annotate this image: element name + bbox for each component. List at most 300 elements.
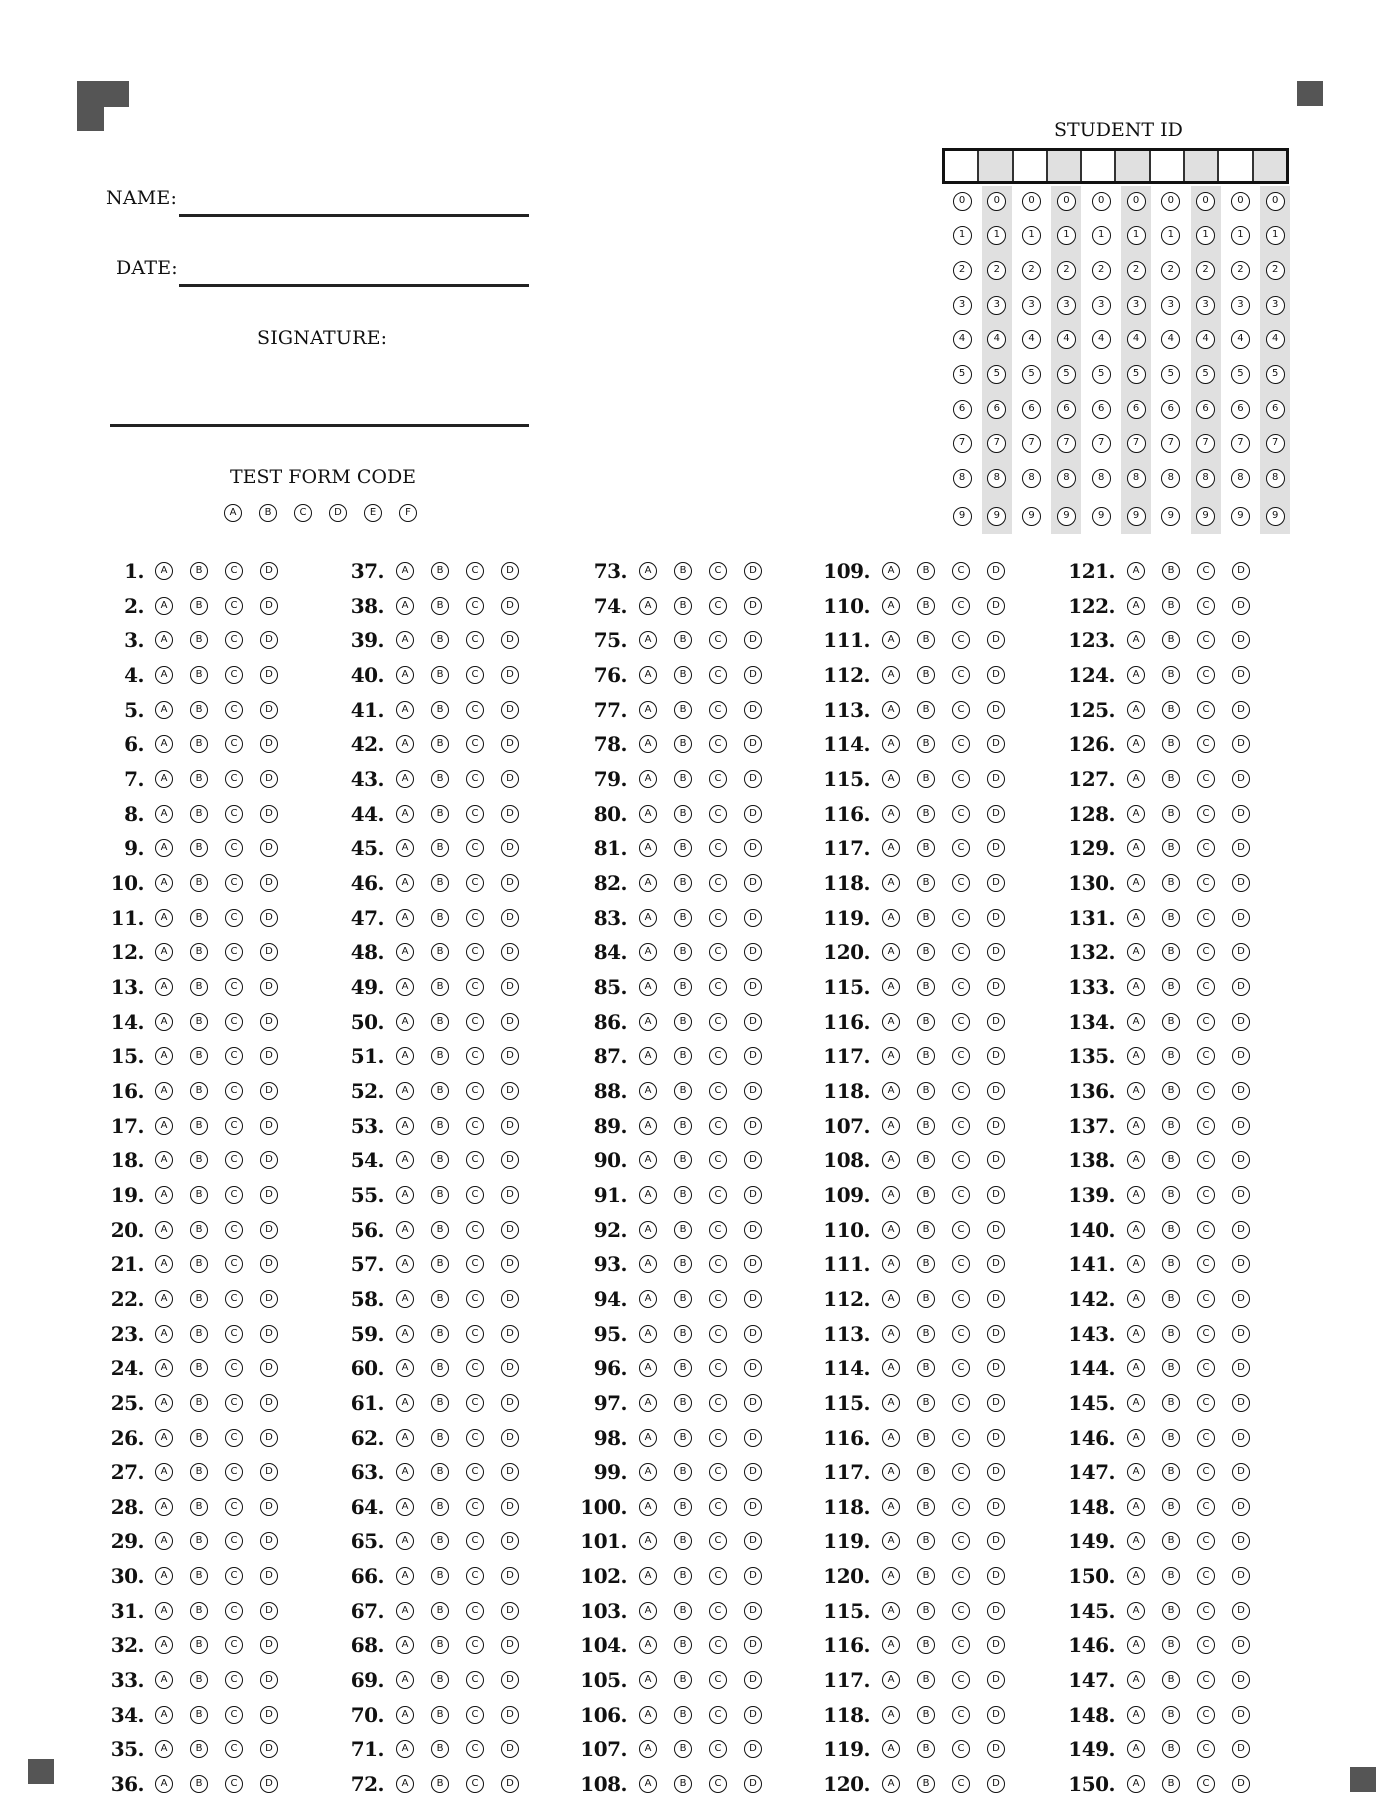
student-id-bubble[interactable]: 2 bbox=[953, 261, 972, 280]
answer-bubble-c[interactable]: C bbox=[952, 735, 970, 753]
answer-bubble-d[interactable]: D bbox=[501, 1221, 519, 1239]
answer-bubble-d[interactable]: D bbox=[744, 909, 762, 927]
answer-bubble-b[interactable]: B bbox=[190, 1186, 208, 1204]
answer-bubble-b[interactable]: B bbox=[917, 597, 935, 615]
student-id-bubble[interactable]: 4 bbox=[1022, 330, 1041, 349]
answer-bubble-b[interactable]: B bbox=[190, 1117, 208, 1135]
answer-bubble-a[interactable]: A bbox=[882, 597, 900, 615]
answer-bubble-d[interactable]: D bbox=[987, 1429, 1005, 1447]
student-id-bubble[interactable]: 7 bbox=[953, 434, 972, 453]
answer-bubble-d[interactable]: D bbox=[501, 1567, 519, 1585]
answer-bubble-b[interactable]: B bbox=[190, 1498, 208, 1516]
answer-bubble-a[interactable]: A bbox=[882, 1532, 900, 1550]
answer-bubble-a[interactable]: A bbox=[639, 1532, 657, 1550]
answer-bubble-d[interactable]: D bbox=[1232, 909, 1250, 927]
student-id-bubble[interactable]: 9 bbox=[1196, 507, 1215, 526]
answer-bubble-d[interactable]: D bbox=[260, 1151, 278, 1169]
answer-bubble-a[interactable]: A bbox=[1127, 1429, 1145, 1447]
answer-bubble-d[interactable]: D bbox=[744, 701, 762, 719]
answer-bubble-a[interactable]: A bbox=[639, 1082, 657, 1100]
answer-bubble-d[interactable]: D bbox=[1232, 839, 1250, 857]
answer-bubble-b[interactable]: B bbox=[674, 1255, 692, 1273]
answer-bubble-b[interactable]: B bbox=[1162, 631, 1180, 649]
answer-bubble-b[interactable]: B bbox=[431, 1221, 449, 1239]
answer-bubble-a[interactable]: A bbox=[1127, 735, 1145, 753]
answer-bubble-d[interactable]: D bbox=[501, 874, 519, 892]
answer-bubble-a[interactable]: A bbox=[155, 909, 173, 927]
student-id-bubble[interactable]: 5 bbox=[953, 365, 972, 384]
answer-bubble-a[interactable]: A bbox=[639, 909, 657, 927]
answer-bubble-a[interactable]: A bbox=[396, 631, 414, 649]
student-id-bubble[interactable]: 4 bbox=[1196, 330, 1215, 349]
answer-bubble-c[interactable]: C bbox=[709, 1498, 727, 1516]
answer-bubble-a[interactable]: A bbox=[639, 1290, 657, 1308]
student-id-bubble[interactable]: 8 bbox=[1196, 469, 1215, 488]
answer-bubble-c[interactable]: C bbox=[709, 1325, 727, 1343]
answer-bubble-b[interactable]: B bbox=[431, 1082, 449, 1100]
test-form-code-bubble-f[interactable]: F bbox=[399, 504, 417, 522]
answer-bubble-b[interactable]: B bbox=[190, 1706, 208, 1724]
answer-bubble-b[interactable]: B bbox=[1162, 1082, 1180, 1100]
answer-bubble-a[interactable]: A bbox=[396, 1532, 414, 1550]
answer-bubble-b[interactable]: B bbox=[1162, 1567, 1180, 1585]
student-id-bubble[interactable]: 3 bbox=[1196, 296, 1215, 315]
answer-bubble-c[interactable]: C bbox=[1197, 1706, 1215, 1724]
answer-bubble-d[interactable]: D bbox=[744, 562, 762, 580]
answer-bubble-c[interactable]: C bbox=[466, 1359, 484, 1377]
answer-bubble-a[interactable]: A bbox=[882, 701, 900, 719]
answer-bubble-a[interactable]: A bbox=[155, 978, 173, 996]
answer-bubble-d[interactable]: D bbox=[501, 1532, 519, 1550]
answer-bubble-a[interactable]: A bbox=[1127, 978, 1145, 996]
answer-bubble-a[interactable]: A bbox=[1127, 1047, 1145, 1065]
answer-bubble-c[interactable]: C bbox=[709, 1775, 727, 1793]
answer-bubble-a[interactable]: A bbox=[639, 1255, 657, 1273]
student-id-bubble[interactable]: 7 bbox=[1127, 434, 1146, 453]
answer-bubble-a[interactable]: A bbox=[1127, 1567, 1145, 1585]
student-id-bubble[interactable]: 3 bbox=[1022, 296, 1041, 315]
student-id-digit-box[interactable] bbox=[945, 151, 979, 181]
answer-bubble-d[interactable]: D bbox=[1232, 597, 1250, 615]
student-id-bubble[interactable]: 7 bbox=[987, 434, 1006, 453]
student-id-bubble[interactable]: 4 bbox=[1231, 330, 1250, 349]
answer-bubble-b[interactable]: B bbox=[674, 1221, 692, 1239]
student-id-bubble[interactable]: 0 bbox=[1022, 192, 1041, 211]
answer-bubble-b[interactable]: B bbox=[1162, 1047, 1180, 1065]
answer-bubble-c[interactable]: C bbox=[709, 1602, 727, 1620]
answer-bubble-b[interactable]: B bbox=[431, 735, 449, 753]
answer-bubble-c[interactable]: C bbox=[1197, 909, 1215, 927]
student-id-bubble[interactable]: 2 bbox=[1127, 261, 1146, 280]
answer-bubble-b[interactable]: B bbox=[1162, 943, 1180, 961]
answer-bubble-c[interactable]: C bbox=[952, 1567, 970, 1585]
answer-bubble-b[interactable]: B bbox=[917, 1047, 935, 1065]
answer-bubble-a[interactable]: A bbox=[639, 735, 657, 753]
answer-bubble-b[interactable]: B bbox=[674, 1117, 692, 1135]
student-id-bubble[interactable]: 1 bbox=[1057, 226, 1076, 245]
answer-bubble-a[interactable]: A bbox=[155, 943, 173, 961]
answer-bubble-c[interactable]: C bbox=[952, 1186, 970, 1204]
answer-bubble-c[interactable]: C bbox=[709, 770, 727, 788]
answer-bubble-c[interactable]: C bbox=[709, 1429, 727, 1447]
answer-bubble-b[interactable]: B bbox=[917, 631, 935, 649]
answer-bubble-c[interactable]: C bbox=[466, 1047, 484, 1065]
student-id-bubble[interactable]: 4 bbox=[1266, 330, 1285, 349]
answer-bubble-c[interactable]: C bbox=[709, 1567, 727, 1585]
answer-bubble-c[interactable]: C bbox=[466, 1532, 484, 1550]
answer-bubble-a[interactable]: A bbox=[639, 631, 657, 649]
answer-bubble-a[interactable]: A bbox=[155, 1429, 173, 1447]
answer-bubble-d[interactable]: D bbox=[501, 943, 519, 961]
answer-bubble-d[interactable]: D bbox=[744, 1775, 762, 1793]
student-id-bubble[interactable]: 8 bbox=[1231, 469, 1250, 488]
answer-bubble-b[interactable]: B bbox=[190, 1325, 208, 1343]
answer-bubble-a[interactable]: A bbox=[639, 1602, 657, 1620]
answer-bubble-a[interactable]: A bbox=[882, 909, 900, 927]
answer-bubble-d[interactable]: D bbox=[1232, 1775, 1250, 1793]
answer-bubble-d[interactable]: D bbox=[501, 805, 519, 823]
answer-bubble-c[interactable]: C bbox=[952, 1325, 970, 1343]
answer-bubble-b[interactable]: B bbox=[917, 1567, 935, 1585]
answer-bubble-c[interactable]: C bbox=[466, 1290, 484, 1308]
answer-bubble-c[interactable]: C bbox=[225, 1463, 243, 1481]
answer-bubble-c[interactable]: C bbox=[1197, 1013, 1215, 1031]
answer-bubble-d[interactable]: D bbox=[1232, 666, 1250, 684]
answer-bubble-b[interactable]: B bbox=[917, 1498, 935, 1516]
answer-bubble-d[interactable]: D bbox=[744, 1671, 762, 1689]
answer-bubble-a[interactable]: A bbox=[1127, 1602, 1145, 1620]
answer-bubble-b[interactable]: B bbox=[190, 839, 208, 857]
student-id-bubble[interactable]: 4 bbox=[987, 330, 1006, 349]
answer-bubble-d[interactable]: D bbox=[1232, 1255, 1250, 1273]
answer-bubble-c[interactable]: C bbox=[225, 1429, 243, 1447]
answer-bubble-a[interactable]: A bbox=[1127, 943, 1145, 961]
answer-bubble-b[interactable]: B bbox=[917, 1359, 935, 1377]
test-form-code-bubble-e[interactable]: E bbox=[364, 504, 382, 522]
answer-bubble-d[interactable]: D bbox=[744, 1602, 762, 1620]
student-id-bubble[interactable]: 1 bbox=[1092, 226, 1111, 245]
student-id-bubble[interactable]: 2 bbox=[1231, 261, 1250, 280]
answer-bubble-d[interactable]: D bbox=[744, 666, 762, 684]
answer-bubble-c[interactable]: C bbox=[952, 770, 970, 788]
student-id-bubble[interactable]: 1 bbox=[1022, 226, 1041, 245]
answer-bubble-d[interactable]: D bbox=[1232, 1047, 1250, 1065]
answer-bubble-c[interactable]: C bbox=[466, 1082, 484, 1100]
answer-bubble-a[interactable]: A bbox=[396, 1047, 414, 1065]
answer-bubble-c[interactable]: C bbox=[225, 874, 243, 892]
answer-bubble-b[interactable]: B bbox=[917, 978, 935, 996]
answer-bubble-b[interactable]: B bbox=[190, 631, 208, 649]
student-id-bubble[interactable]: 8 bbox=[1057, 469, 1076, 488]
answer-bubble-b[interactable]: B bbox=[431, 1186, 449, 1204]
answer-bubble-c[interactable]: C bbox=[952, 666, 970, 684]
answer-bubble-a[interactable]: A bbox=[1127, 1013, 1145, 1031]
answer-bubble-a[interactable]: A bbox=[155, 770, 173, 788]
answer-bubble-c[interactable]: C bbox=[466, 1567, 484, 1585]
answer-bubble-d[interactable]: D bbox=[1232, 943, 1250, 961]
answer-bubble-b[interactable]: B bbox=[1162, 1602, 1180, 1620]
student-id-bubble[interactable]: 0 bbox=[953, 192, 972, 211]
answer-bubble-b[interactable]: B bbox=[190, 909, 208, 927]
answer-bubble-b[interactable]: B bbox=[917, 1325, 935, 1343]
answer-bubble-b[interactable]: B bbox=[674, 909, 692, 927]
answer-bubble-a[interactable]: A bbox=[396, 735, 414, 753]
answer-bubble-d[interactable]: D bbox=[987, 1463, 1005, 1481]
answer-bubble-d[interactable]: D bbox=[744, 1532, 762, 1550]
answer-bubble-b[interactable]: B bbox=[674, 1636, 692, 1654]
answer-bubble-b[interactable]: B bbox=[431, 1255, 449, 1273]
answer-bubble-c[interactable]: C bbox=[709, 1359, 727, 1377]
answer-bubble-c[interactable]: C bbox=[952, 1498, 970, 1516]
answer-bubble-c[interactable]: C bbox=[225, 805, 243, 823]
answer-bubble-a[interactable]: A bbox=[882, 1221, 900, 1239]
answer-bubble-b[interactable]: B bbox=[674, 666, 692, 684]
answer-bubble-d[interactable]: D bbox=[744, 735, 762, 753]
answer-bubble-b[interactable]: B bbox=[431, 978, 449, 996]
student-id-bubble[interactable]: 1 bbox=[1127, 226, 1146, 245]
answer-bubble-d[interactable]: D bbox=[501, 1775, 519, 1793]
answer-bubble-d[interactable]: D bbox=[744, 1047, 762, 1065]
answer-bubble-a[interactable]: A bbox=[639, 1013, 657, 1031]
answer-bubble-d[interactable]: D bbox=[987, 1221, 1005, 1239]
answer-bubble-b[interactable]: B bbox=[1162, 839, 1180, 857]
student-id-bubble[interactable]: 3 bbox=[1057, 296, 1076, 315]
answer-bubble-a[interactable]: A bbox=[639, 1567, 657, 1585]
answer-bubble-c[interactable]: C bbox=[225, 1290, 243, 1308]
answer-bubble-a[interactable]: A bbox=[639, 943, 657, 961]
answer-bubble-b[interactable]: B bbox=[917, 1394, 935, 1412]
answer-bubble-d[interactable]: D bbox=[987, 1013, 1005, 1031]
answer-bubble-d[interactable]: D bbox=[260, 735, 278, 753]
answer-bubble-a[interactable]: A bbox=[1127, 1636, 1145, 1654]
answer-bubble-d[interactable]: D bbox=[1232, 562, 1250, 580]
signature-field[interactable] bbox=[110, 424, 529, 427]
answer-bubble-c[interactable]: C bbox=[709, 1636, 727, 1654]
answer-bubble-b[interactable]: B bbox=[431, 666, 449, 684]
answer-bubble-d[interactable]: D bbox=[260, 1221, 278, 1239]
answer-bubble-a[interactable]: A bbox=[396, 805, 414, 823]
answer-bubble-d[interactable]: D bbox=[501, 1602, 519, 1620]
answer-bubble-d[interactable]: D bbox=[744, 1186, 762, 1204]
answer-bubble-c[interactable]: C bbox=[225, 735, 243, 753]
answer-bubble-b[interactable]: B bbox=[917, 701, 935, 719]
answer-bubble-c[interactable]: C bbox=[466, 1186, 484, 1204]
answer-bubble-b[interactable]: B bbox=[431, 1394, 449, 1412]
answer-bubble-a[interactable]: A bbox=[155, 1186, 173, 1204]
answer-bubble-a[interactable]: A bbox=[882, 1186, 900, 1204]
answer-bubble-b[interactable]: B bbox=[674, 1359, 692, 1377]
answer-bubble-b[interactable]: B bbox=[1162, 1740, 1180, 1758]
student-id-bubble[interactable]: 6 bbox=[987, 400, 1006, 419]
answer-bubble-b[interactable]: B bbox=[431, 631, 449, 649]
answer-bubble-a[interactable]: A bbox=[155, 666, 173, 684]
answer-bubble-d[interactable]: D bbox=[744, 1325, 762, 1343]
answer-bubble-a[interactable]: A bbox=[639, 701, 657, 719]
answer-bubble-a[interactable]: A bbox=[396, 1151, 414, 1169]
answer-bubble-c[interactable]: C bbox=[466, 805, 484, 823]
answer-bubble-a[interactable]: A bbox=[639, 839, 657, 857]
answer-bubble-a[interactable]: A bbox=[1127, 770, 1145, 788]
answer-bubble-a[interactable]: A bbox=[1127, 1775, 1145, 1793]
answer-bubble-b[interactable]: B bbox=[917, 1255, 935, 1273]
answer-bubble-a[interactable]: A bbox=[639, 1429, 657, 1447]
answer-bubble-a[interactable]: A bbox=[639, 597, 657, 615]
student-id-bubble[interactable]: 6 bbox=[1161, 400, 1180, 419]
answer-bubble-c[interactable]: C bbox=[709, 874, 727, 892]
answer-bubble-a[interactable]: A bbox=[639, 805, 657, 823]
answer-bubble-b[interactable]: B bbox=[917, 839, 935, 857]
student-id-bubble[interactable]: 8 bbox=[1161, 469, 1180, 488]
answer-bubble-b[interactable]: B bbox=[917, 562, 935, 580]
answer-bubble-d[interactable]: D bbox=[260, 1325, 278, 1343]
student-id-digit-box[interactable] bbox=[1082, 151, 1116, 181]
answer-bubble-d[interactable]: D bbox=[1232, 978, 1250, 996]
answer-bubble-a[interactable]: A bbox=[882, 1429, 900, 1447]
answer-bubble-d[interactable]: D bbox=[501, 597, 519, 615]
answer-bubble-a[interactable]: A bbox=[639, 1186, 657, 1204]
answer-bubble-c[interactable]: C bbox=[952, 631, 970, 649]
answer-bubble-a[interactable]: A bbox=[639, 978, 657, 996]
student-id-bubble[interactable]: 9 bbox=[1092, 507, 1111, 526]
answer-bubble-d[interactable]: D bbox=[260, 1255, 278, 1273]
student-id-bubble[interactable]: 0 bbox=[987, 192, 1006, 211]
answer-bubble-c[interactable]: C bbox=[709, 1706, 727, 1724]
answer-bubble-a[interactable]: A bbox=[882, 943, 900, 961]
answer-bubble-c[interactable]: C bbox=[1197, 1567, 1215, 1585]
answer-bubble-b[interactable]: B bbox=[431, 1498, 449, 1516]
answer-bubble-c[interactable]: C bbox=[466, 1775, 484, 1793]
answer-bubble-c[interactable]: C bbox=[466, 1740, 484, 1758]
answer-bubble-a[interactable]: A bbox=[1127, 1221, 1145, 1239]
answer-bubble-c[interactable]: C bbox=[466, 1151, 484, 1169]
answer-bubble-c[interactable]: C bbox=[225, 839, 243, 857]
answer-bubble-d[interactable]: D bbox=[260, 1740, 278, 1758]
answer-bubble-a[interactable]: A bbox=[1127, 1498, 1145, 1516]
answer-bubble-a[interactable]: A bbox=[396, 1186, 414, 1204]
answer-bubble-c[interactable]: C bbox=[466, 1498, 484, 1516]
answer-bubble-a[interactable]: A bbox=[882, 1047, 900, 1065]
answer-bubble-c[interactable]: C bbox=[466, 701, 484, 719]
answer-bubble-c[interactable]: C bbox=[952, 805, 970, 823]
answer-bubble-b[interactable]: B bbox=[1162, 666, 1180, 684]
answer-bubble-d[interactable]: D bbox=[744, 1290, 762, 1308]
answer-bubble-a[interactable]: A bbox=[882, 978, 900, 996]
answer-bubble-c[interactable]: C bbox=[952, 1532, 970, 1550]
student-id-bubble[interactable]: 3 bbox=[1231, 296, 1250, 315]
answer-bubble-b[interactable]: B bbox=[431, 1325, 449, 1343]
answer-bubble-b[interactable]: B bbox=[1162, 562, 1180, 580]
answer-bubble-b[interactable]: B bbox=[674, 874, 692, 892]
answer-bubble-d[interactable]: D bbox=[501, 1463, 519, 1481]
answer-bubble-d[interactable]: D bbox=[1232, 1221, 1250, 1239]
answer-bubble-d[interactable]: D bbox=[1232, 1740, 1250, 1758]
answer-bubble-c[interactable]: C bbox=[952, 701, 970, 719]
answer-bubble-a[interactable]: A bbox=[1127, 1325, 1145, 1343]
answer-bubble-c[interactable]: C bbox=[225, 1567, 243, 1585]
student-id-bubble[interactable]: 3 bbox=[953, 296, 972, 315]
answer-bubble-c[interactable]: C bbox=[1197, 1047, 1215, 1065]
answer-bubble-c[interactable]: C bbox=[1197, 1498, 1215, 1516]
answer-bubble-d[interactable]: D bbox=[1232, 1151, 1250, 1169]
answer-bubble-b[interactable]: B bbox=[190, 1151, 208, 1169]
answer-bubble-a[interactable]: A bbox=[882, 1151, 900, 1169]
student-id-digit-box[interactable] bbox=[1048, 151, 1082, 181]
answer-bubble-a[interactable]: A bbox=[1127, 701, 1145, 719]
student-id-bubble[interactable]: 8 bbox=[987, 469, 1006, 488]
answer-bubble-b[interactable]: B bbox=[1162, 978, 1180, 996]
student-id-bubble[interactable]: 2 bbox=[1196, 261, 1215, 280]
student-id-bubble[interactable]: 9 bbox=[987, 507, 1006, 526]
answer-bubble-d[interactable]: D bbox=[1232, 1290, 1250, 1308]
answer-bubble-a[interactable]: A bbox=[639, 562, 657, 580]
answer-bubble-c[interactable]: C bbox=[1197, 1532, 1215, 1550]
answer-bubble-c[interactable]: C bbox=[1197, 735, 1215, 753]
answer-bubble-c[interactable]: C bbox=[225, 1221, 243, 1239]
answer-bubble-c[interactable]: C bbox=[466, 631, 484, 649]
answer-bubble-b[interactable]: B bbox=[190, 1532, 208, 1550]
answer-bubble-b[interactable]: B bbox=[190, 1290, 208, 1308]
answer-bubble-d[interactable]: D bbox=[1232, 1602, 1250, 1620]
student-id-digit-box[interactable] bbox=[1151, 151, 1185, 181]
answer-bubble-c[interactable]: C bbox=[952, 839, 970, 857]
answer-bubble-c[interactable]: C bbox=[466, 770, 484, 788]
answer-bubble-b[interactable]: B bbox=[674, 770, 692, 788]
answer-bubble-b[interactable]: B bbox=[190, 874, 208, 892]
answer-bubble-c[interactable]: C bbox=[1197, 597, 1215, 615]
answer-bubble-c[interactable]: C bbox=[466, 909, 484, 927]
answer-bubble-b[interactable]: B bbox=[1162, 1429, 1180, 1447]
answer-bubble-c[interactable]: C bbox=[709, 1532, 727, 1550]
answer-bubble-d[interactable]: D bbox=[987, 1186, 1005, 1204]
answer-bubble-d[interactable]: D bbox=[987, 1117, 1005, 1135]
answer-bubble-b[interactable]: B bbox=[1162, 1325, 1180, 1343]
answer-bubble-c[interactable]: C bbox=[225, 1394, 243, 1412]
answer-bubble-a[interactable]: A bbox=[155, 1151, 173, 1169]
answer-bubble-a[interactable]: A bbox=[1127, 666, 1145, 684]
answer-bubble-b[interactable]: B bbox=[1162, 1186, 1180, 1204]
answer-bubble-a[interactable]: A bbox=[882, 805, 900, 823]
answer-bubble-b[interactable]: B bbox=[917, 1532, 935, 1550]
answer-bubble-a[interactable]: A bbox=[155, 839, 173, 857]
answer-bubble-a[interactable]: A bbox=[155, 1290, 173, 1308]
answer-bubble-b[interactable]: B bbox=[1162, 735, 1180, 753]
answer-bubble-d[interactable]: D bbox=[260, 631, 278, 649]
answer-bubble-c[interactable]: C bbox=[225, 1082, 243, 1100]
answer-bubble-d[interactable]: D bbox=[1232, 1359, 1250, 1377]
answer-bubble-b[interactable]: B bbox=[190, 1082, 208, 1100]
answer-bubble-c[interactable]: C bbox=[466, 1671, 484, 1689]
answer-bubble-d[interactable]: D bbox=[744, 1463, 762, 1481]
answer-bubble-b[interactable]: B bbox=[431, 1117, 449, 1135]
answer-bubble-a[interactable]: A bbox=[155, 1117, 173, 1135]
answer-bubble-a[interactable]: A bbox=[396, 1117, 414, 1135]
answer-bubble-b[interactable]: B bbox=[431, 1532, 449, 1550]
answer-bubble-c[interactable]: C bbox=[952, 1429, 970, 1447]
answer-bubble-d[interactable]: D bbox=[744, 1359, 762, 1377]
answer-bubble-c[interactable]: C bbox=[709, 943, 727, 961]
answer-bubble-a[interactable]: A bbox=[1127, 1394, 1145, 1412]
answer-bubble-c[interactable]: C bbox=[466, 978, 484, 996]
answer-bubble-a[interactable]: A bbox=[639, 1706, 657, 1724]
answer-bubble-b[interactable]: B bbox=[917, 1671, 935, 1689]
answer-bubble-b[interactable]: B bbox=[917, 666, 935, 684]
answer-bubble-a[interactable]: A bbox=[396, 1463, 414, 1481]
answer-bubble-d[interactable]: D bbox=[987, 1498, 1005, 1516]
answer-bubble-c[interactable]: C bbox=[466, 1325, 484, 1343]
answer-bubble-d[interactable]: D bbox=[1232, 1325, 1250, 1343]
answer-bubble-d[interactable]: D bbox=[987, 1636, 1005, 1654]
answer-bubble-d[interactable]: D bbox=[501, 1290, 519, 1308]
